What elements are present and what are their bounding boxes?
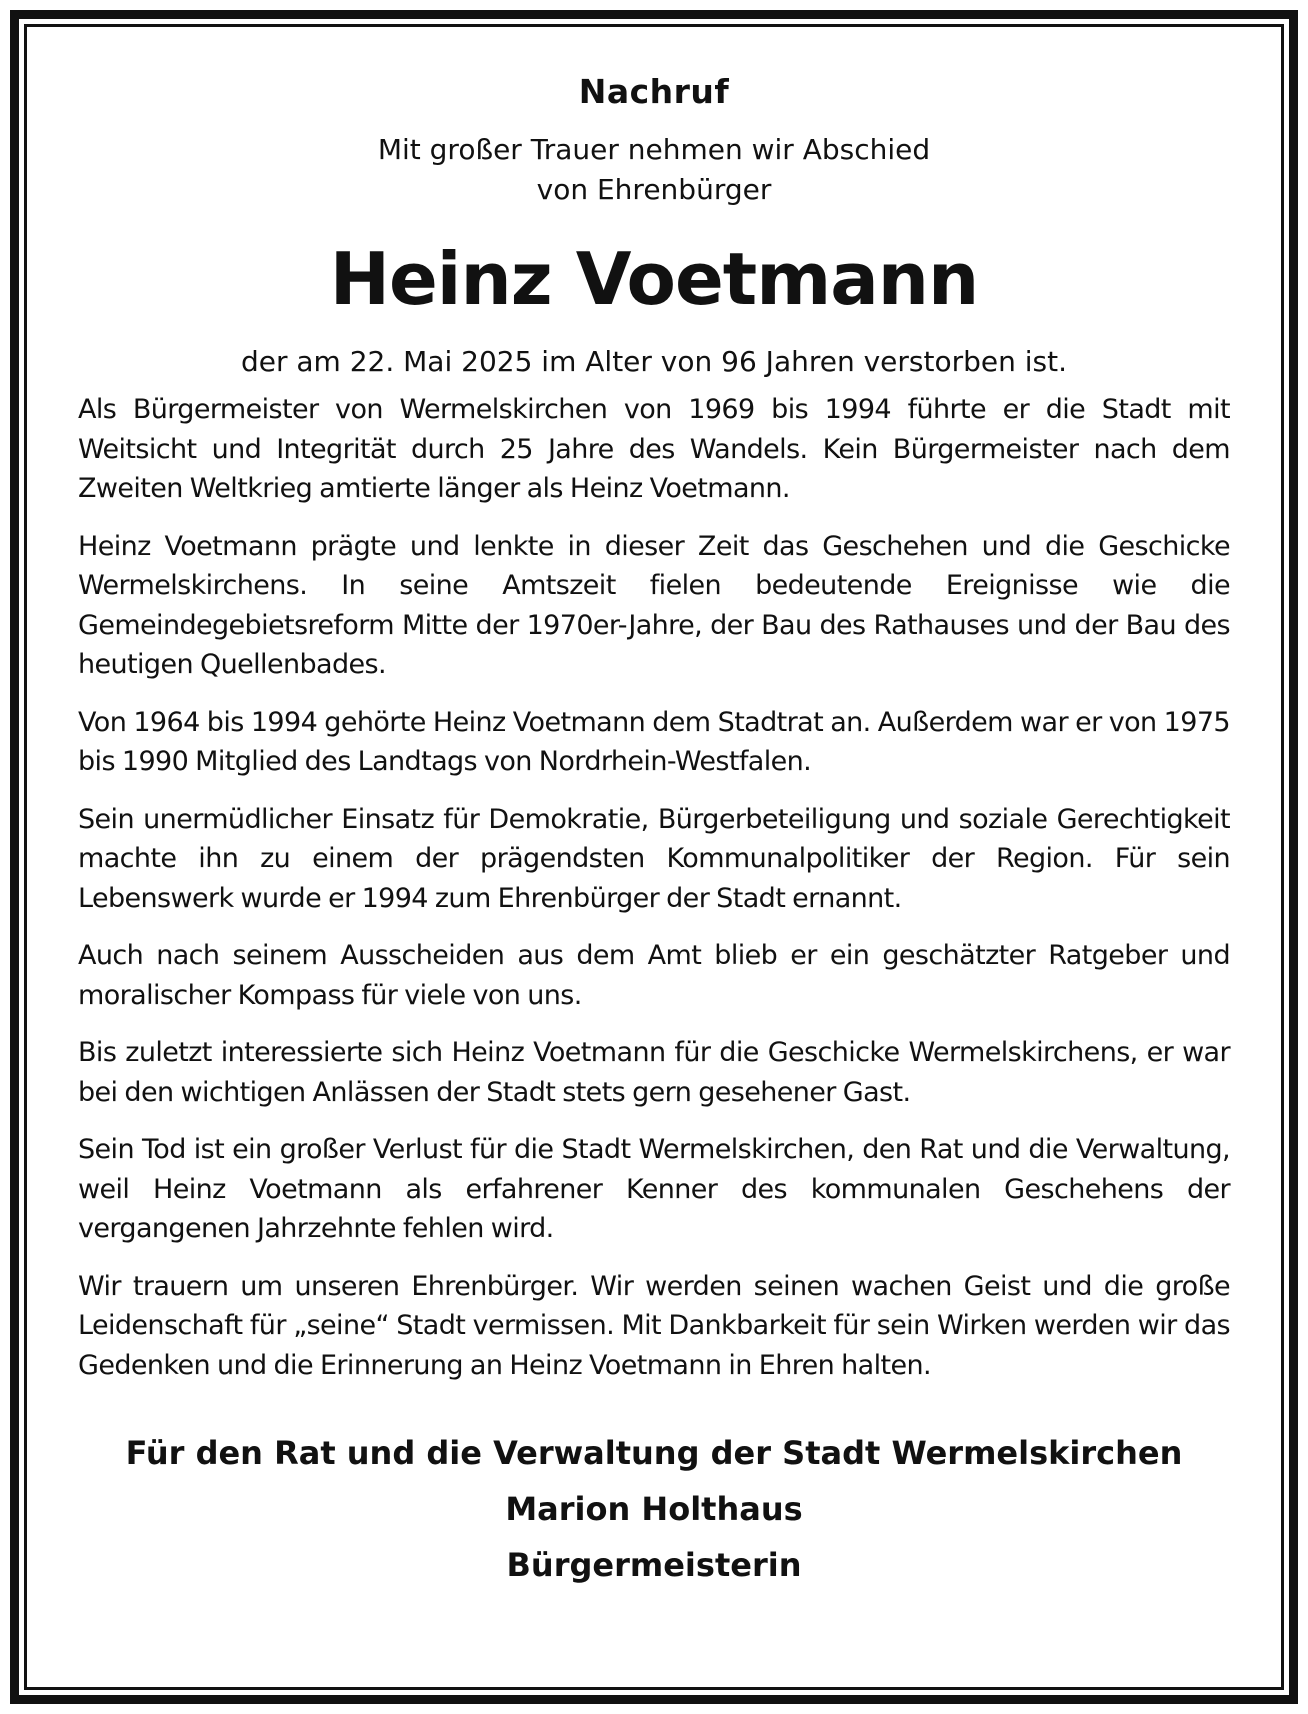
paragraph-loss: Sein Tod ist ein großer Verlust für die Stadt Wermelskirchen, den Rat und die Verwaltung, weil Heinz Voetmann als erfahrener Kenner des kommunalen Geschehens der vergangenen Jahrzehnte fehlen wird. <box>78 1134 1230 1244</box>
paragraph-interest: Bis zuletzt interessierte sich Heinz Voetmann für die Geschicke Wermelskirchens, er war bei den wichtigen Anlässen der Stadt stets gern gesehener Gast. <box>78 1037 1230 1108</box>
paragraph-after-office: Auch nach seinem Ausscheiden aus dem Amt blieb er ein geschätzter Ratgeber und moralischer Kompass für viele von uns. <box>78 940 1230 1011</box>
paragraph-engagement: Sein unermüdlicher Einsatz für Demokratie, Bürgerbeteiligung und soziale Gerechtigkeit machte ihn zu einem der prägendsten Kommunalpolitiker der Region. Für sein Lebenswerk wurde er 1994 zum Ehrenbürger der Stadt ernannt. <box>78 803 1230 914</box>
signature-title: Bürgermeisterin <box>506 1546 802 1584</box>
paragraph-mayor-term: Als Bürgermeister von Wermelskirchen von 1969 bis 1994 führte er die Stadt mit Weitsicht und Integrität durch 25 Jahre des Wandels. Kein Bürgermeister nach dem Zweiten Weltkrieg amtierte länger als Heinz Voetmann. <box>78 394 1230 504</box>
deceased-name: Heinz Voetmann <box>329 237 979 321</box>
paragraph-events: Heinz Voetmann prägte und lenkte in dieser Zeit das Geschehen und die Geschicke Wermelskirchens. In seine Amtszeit fielen bedeutende Ereignisse wie die Gemeindegebietsreform Mitte der 1970er-Jahre, der Bau des Rathauses und der Bau des heutigen Quellenbades. <box>78 530 1230 680</box>
paragraph-council: Von 1964 bis 1994 gehörte Heinz Voetmann dem Stadtrat an. Außerdem war er von 1975 bis 1990 Mitglied des Landtags von Nordrhein-Westfalen. <box>78 706 1230 777</box>
obituary-notice <box>78 60 1230 1593</box>
signature-organization: Für den Rat und die Verwaltung der Stadt Wermelskirchen <box>125 1434 1183 1472</box>
signature-block <box>78 1425 1230 1593</box>
intro-line-1: Mit großer Trauer nehmen wir Abschied <box>377 133 931 166</box>
signature-name: Marion Holthaus <box>505 1490 803 1528</box>
notice-heading: Nachruf <box>578 72 730 111</box>
paragraph-mourning: Wir trauern um unseren Ehrenbürger. Wir werden seinen wachen Geist und die große Leidenschaft für „seine“ Stadt vermissen. Mit Dankbarkeit für sein Wirken werden wir das Gedenken und die Erinnerung an Heinz Voetmann in Ehren halten. <box>78 1270 1230 1381</box>
death-date-line: der am 22. Mai 2025 im Alter von 96 Jahren verstorben ist. <box>240 345 1068 378</box>
intro-line-2: von Ehrenbürger <box>536 173 772 206</box>
